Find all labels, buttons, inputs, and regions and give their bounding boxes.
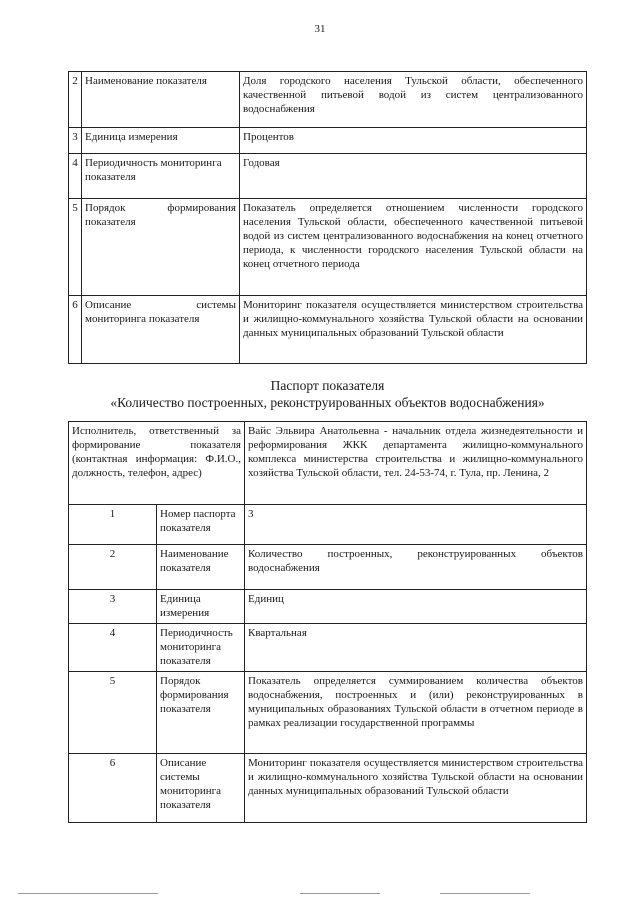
passport-subtitle: «Количество построенных, реконструированных объектов водоснабжения» (110, 395, 545, 410)
row-number: 6 (69, 296, 82, 364)
row-number: 2 (69, 545, 157, 590)
indicator-table-top (68, 71, 587, 364)
passport-heading (68, 377, 587, 411)
row-label: Описание системы мониторинга показателя (82, 296, 240, 364)
row-label: Единица измерения (157, 590, 245, 624)
table-row (69, 545, 587, 590)
row-label: Порядок формирования показателя (157, 672, 245, 754)
table-row (69, 590, 587, 624)
row-value: Мониторинг показателя осуществляется министерством строительства и жилищно-коммунального хозяйства Тульской области на основании данных муниципальных образований Тульской области (245, 754, 587, 823)
row-label: Периодичность мониторинга показателя (82, 154, 240, 199)
row-number: 3 (69, 590, 157, 624)
row-label: Порядок формирования показателя (82, 199, 240, 296)
row-label: Описание системы мониторинга показателя (157, 754, 245, 823)
table-row (69, 296, 587, 364)
row-number: 1 (69, 505, 157, 545)
table-row (69, 199, 587, 296)
indicator-table-bottom (68, 421, 587, 823)
row-number: 3 (69, 128, 82, 154)
row-label: Наименование показателя (157, 545, 245, 590)
table-row (69, 754, 587, 823)
row-value: Количество построенных, реконструированных объектов водоснабжения (245, 545, 587, 590)
scan-artifact-line (440, 893, 530, 894)
responsible-row (69, 422, 587, 505)
table-row (69, 505, 587, 545)
table-row (69, 672, 587, 754)
table-row (69, 128, 587, 154)
row-label: Единица измерения (82, 128, 240, 154)
row-value: Квартальная (245, 624, 587, 672)
row-value: Доля городского населения Тульской области, обеспеченного качественной питьевой водой из систем централизованного водоснабжения (240, 72, 587, 128)
row-number: 6 (69, 754, 157, 823)
row-number: 5 (69, 672, 157, 754)
row-value: 3 (245, 505, 587, 545)
row-label: Наименование показателя (82, 72, 240, 128)
row-value: Процентов (240, 128, 587, 154)
responsible-label: Исполнитель, ответственный за формирование показателя (контактная информация: Ф.И.О., должность, телефон, адрес) (69, 422, 245, 505)
row-value: Мониторинг показателя осуществляется министерством строительства и жилищно-коммунального хозяйства Тульской области на основании данных муниципальных образований Тульской области (240, 296, 587, 364)
table-row (69, 72, 587, 128)
row-value: Показатель определяется отношением численности городского населения Тульской области, обеспеченного качественной питьевой водой из систем централизованного водоснабжения на конец отчетного периода, к численности городского населения Тульской области на конец отчетного периода (240, 199, 587, 296)
scan-artifact-line (300, 893, 380, 894)
row-number: 4 (69, 154, 82, 199)
scan-artifact-line (18, 893, 158, 894)
table-row (69, 624, 587, 672)
row-number: 5 (69, 199, 82, 296)
row-value: Единиц (245, 590, 587, 624)
row-value: Годовая (240, 154, 587, 199)
table-row (69, 154, 587, 199)
passport-title: Паспорт показателя (270, 378, 385, 393)
row-number: 2 (69, 72, 82, 128)
row-label: Номер паспорта показателя (157, 505, 245, 545)
row-label: Периодичность мониторинга показателя (157, 624, 245, 672)
responsible-value: Вайс Эльвира Анатольевна - начальник отдела жизнедеятельности и реформирования ЖКК департамента жилищно-коммунального комплекса министерства строительства и жилищно-коммунального хозяйства Тульской области, тел. 24-53-74, г. Тула, пр. Ленина, 2 (245, 422, 587, 505)
page-number: 31 (314, 23, 326, 35)
row-number: 4 (69, 624, 157, 672)
row-value: Показатель определяется суммированием количества объектов водоснабжения, построенных и (или) реконструированных в муниципальных образованиях Тульской области в отчетном периоде в рамках реализации государственной программы (245, 672, 587, 754)
